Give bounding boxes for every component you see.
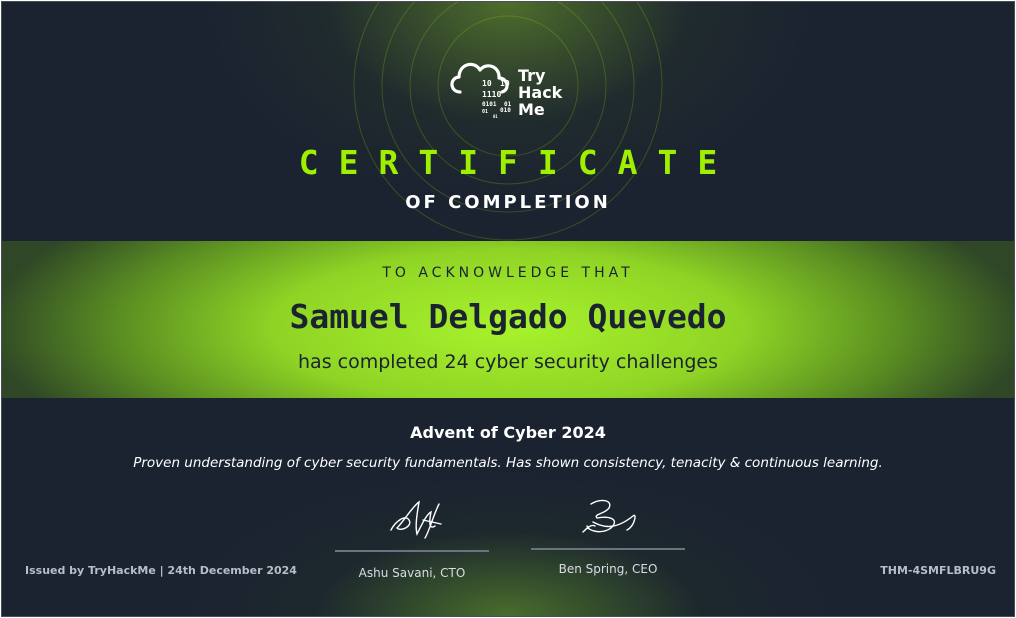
recipient-name: Samuel Delgado Quevedo (289, 297, 727, 336)
signature-cto-image (383, 492, 453, 542)
svg-text:10: 10 (500, 79, 510, 88)
signature-ceo (531, 482, 685, 582)
svg-text:01: 01 (504, 101, 512, 108)
svg-text:01: 01 (482, 109, 489, 115)
logo-wordmark (518, 67, 562, 118)
certificate-subtitle: OF COMPLETION (405, 192, 611, 213)
issued-by: Issued by TryHackMe | 24th December 2024 (25, 564, 297, 577)
acknowledge-text: TO ACKNOWLEDGE THAT (382, 265, 634, 281)
signature-cto-name: Ashu Savani, CTO (358, 566, 466, 580)
achievement-text: has completed 24 cyber security challenges (298, 351, 718, 373)
svg-text:010: 010 (500, 107, 511, 114)
signature-ceo-name: Ben Spring, CEO (558, 562, 658, 576)
svg-text:0101: 0101 (482, 101, 497, 108)
logo-text-hack: Hack (518, 83, 563, 102)
signature-ceo-image (577, 492, 647, 542)
tryhackme-logo (446, 50, 576, 124)
certificate-id: THM-4SMFLBRU9G (880, 564, 996, 577)
certificate (1, 1, 1015, 617)
svg-text:10: 10 (482, 79, 492, 88)
logo-text-try: Try (518, 66, 546, 85)
logo-text-me: Me (518, 100, 545, 119)
cloud-binary-icon (446, 50, 518, 124)
certificate-title: CERTIFICATE (298, 143, 738, 182)
signature-cto (335, 482, 489, 582)
event-description: Proven understanding of cyber security fundamentals. Has shown consistency, tenacity & continuous learning. (133, 455, 883, 471)
event-name: Advent of Cyber 2024 (410, 423, 606, 442)
svg-text:1110: 1110 (482, 90, 502, 99)
svg-text:01: 01 (493, 114, 498, 119)
